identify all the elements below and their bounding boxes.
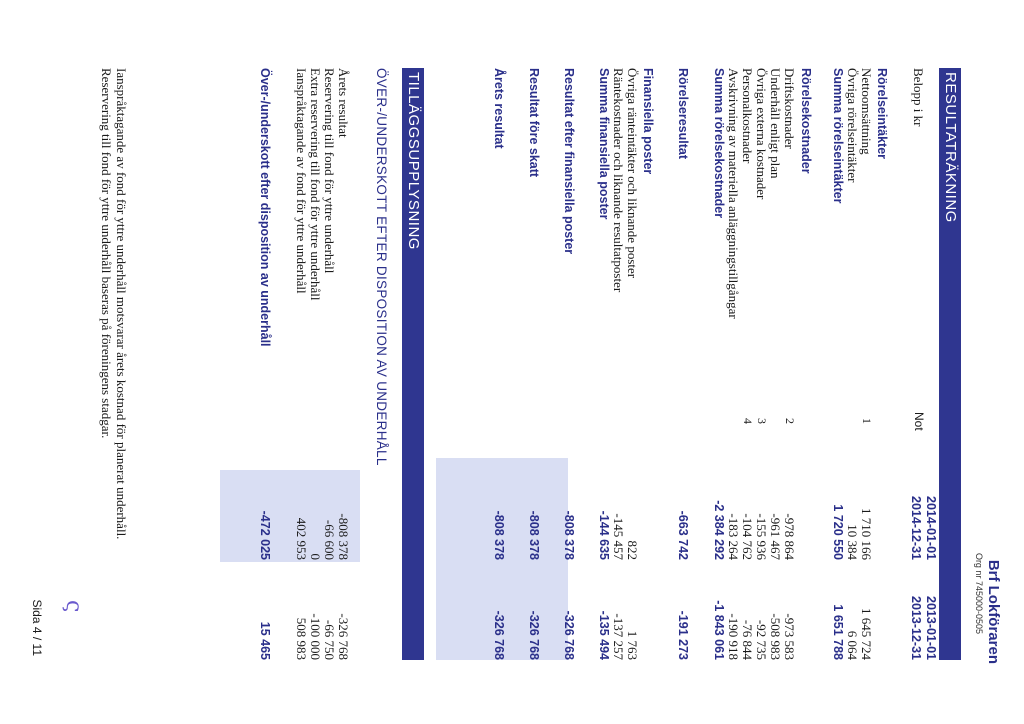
row-value-2013: -92 735 [754, 619, 769, 660]
row-label: Ianspråktagande av fond för yttre underhåll [294, 68, 309, 294]
organization-number: Org nr 745000-0505 [974, 552, 984, 634]
row-value-2013: 1 763 [625, 630, 640, 660]
resultat-title: RESULTATRÄKNING [942, 72, 959, 223]
sum-value-2013: 15 465 [258, 621, 272, 660]
sum-value-2014: -2 384 292 [712, 500, 726, 560]
sum-label: Summa finansiella poster [597, 68, 611, 220]
sum-value-2014: -472 025 [258, 510, 272, 560]
row-value-2014: -104 762 [740, 513, 755, 560]
row-value-2014: -66 600 [322, 519, 337, 560]
fore-skatt-2014: -808 378 [527, 510, 541, 560]
initials-signature-icon: ς [61, 600, 86, 613]
row-value-2013: -76 844 [740, 619, 755, 660]
row-value-2013: -66 750 [322, 619, 337, 660]
row-value-2014: -155 936 [754, 513, 769, 560]
sum-value-2013: -135 494 [597, 610, 611, 660]
col1-header-line2: 2014-12-31 [909, 496, 923, 560]
row-value-2014: -808 378 [336, 513, 351, 560]
arets-resultat-2013: -326 768 [492, 610, 506, 660]
finansiella-heading: Finansiella poster [641, 68, 655, 175]
row-value-2014: 822 [625, 540, 640, 560]
not-header: Not [912, 412, 926, 431]
row-value-2013: 508 983 [294, 617, 309, 660]
rorelsekostnader-heading: Rörelsekostnader [799, 68, 813, 174]
row-value-2013: -508 983 [768, 613, 783, 660]
rorelseresultat-2014: -663 742 [676, 510, 690, 560]
page-number: Sida 4 / 11 [30, 599, 44, 656]
row-value-2013: 6 064 [845, 630, 860, 660]
sum-label: Summa rörelseintäkter [831, 68, 845, 204]
col1-header-line1: 2014-01-01 [924, 496, 938, 560]
row-note: 4 [741, 418, 755, 424]
row-value-2014: 0 [308, 553, 323, 560]
fore-skatt-2013: -326 768 [527, 610, 541, 660]
sum-label: Över-/underskott efter disposition av underhåll [258, 68, 272, 347]
row-value-2014: -978 864 [782, 513, 797, 560]
belopp-label: Belopp i kr [911, 68, 926, 127]
row-note: 3 [755, 418, 769, 424]
row-value-2014: -145 457 [611, 513, 626, 560]
row-label: Räntekostnader och liknande resultatposter [611, 68, 626, 293]
row-label: Underhåll enligt plan [768, 68, 783, 179]
row-label: Avskrivning av materiella anläggningstillgångar [726, 68, 741, 319]
row-label: Övriga rörelseintäkter [845, 68, 860, 183]
row-label: Reservering till fond för yttre underhåll [322, 68, 337, 274]
row-label: Driftskostnader [782, 68, 797, 149]
sum-value-2013: 1 651 788 [831, 604, 845, 660]
row-note: 2 [783, 418, 797, 424]
organization-name: Brf Lokföraren [985, 559, 1002, 664]
tillagg-title-band [402, 68, 424, 660]
sum-value-2014: -144 635 [597, 510, 611, 560]
rorelseresultat-2013: -191 273 [676, 610, 690, 660]
row-value-2013: -137 257 [611, 613, 626, 660]
arets-resultat-2014: -808 378 [492, 510, 506, 560]
efter-finansiella-2013: -326 768 [562, 610, 576, 660]
note-line-2: Reservering till fond för yttre underhåll baseras på föreningens stadgar. [99, 68, 114, 439]
row-value-2013: -190 918 [726, 613, 741, 660]
row-value-2014: 402 953 [294, 517, 309, 560]
row-value-2013: -100 000 [308, 613, 323, 660]
arets-resultat-label: Årets resultat [492, 68, 506, 149]
sum-label: Summa rörelsekostnader [712, 68, 726, 219]
row-label: Årets resultat [336, 68, 351, 138]
row-label: Nettoomsättning [859, 68, 874, 155]
row-value-2013: 1 645 724 [859, 608, 874, 660]
efter-finansiella-label: Resultat efter finansiella poster [562, 68, 576, 255]
efter-finansiella-2014: -808 378 [562, 510, 576, 560]
resultat-title-band [939, 68, 961, 660]
row-label: Övriga ränteintäkter och liknande poster [625, 68, 640, 279]
tillagg-title: TILLÄGGSUPPLYSNING [405, 72, 422, 250]
row-value-2014: 10 384 [845, 524, 860, 560]
row-label: Personalkostnader [740, 68, 755, 164]
note-line-1: Ianspråktagande av fond för yttre underhåll motsvarar årets kostnad för planerat underhåll. [114, 68, 129, 540]
row-value-2013: -973 583 [782, 613, 797, 660]
rorelseresultat-label: Rörelseresultat [676, 68, 690, 160]
fore-skatt-label: Resultat före skatt [527, 68, 541, 178]
sum-value-2014: 1 720 550 [831, 504, 845, 560]
row-value-2014: -183 264 [726, 513, 741, 560]
sum-value-2013: -1 843 061 [712, 600, 726, 660]
row-note: 1 [860, 418, 874, 424]
col2-header-line1: 2013-01-01 [924, 596, 938, 660]
row-value-2013: -326 768 [336, 613, 351, 660]
rorelseintakter-heading: Rörelseintäkter [875, 68, 889, 160]
row-value-2014: -961 467 [768, 513, 783, 560]
tillagg-subtitle: ÖVER-/UNDERSKOTT EFTER DISPOSITION AV UNDERHÅLL [374, 68, 389, 466]
col2-header-line2: 2013-12-31 [909, 596, 923, 660]
row-label: Extra reservering till fond för yttre underhåll [308, 68, 323, 301]
row-label: Övriga externa kostnader [754, 68, 769, 200]
row-value-2014: 1 710 166 [859, 508, 874, 560]
